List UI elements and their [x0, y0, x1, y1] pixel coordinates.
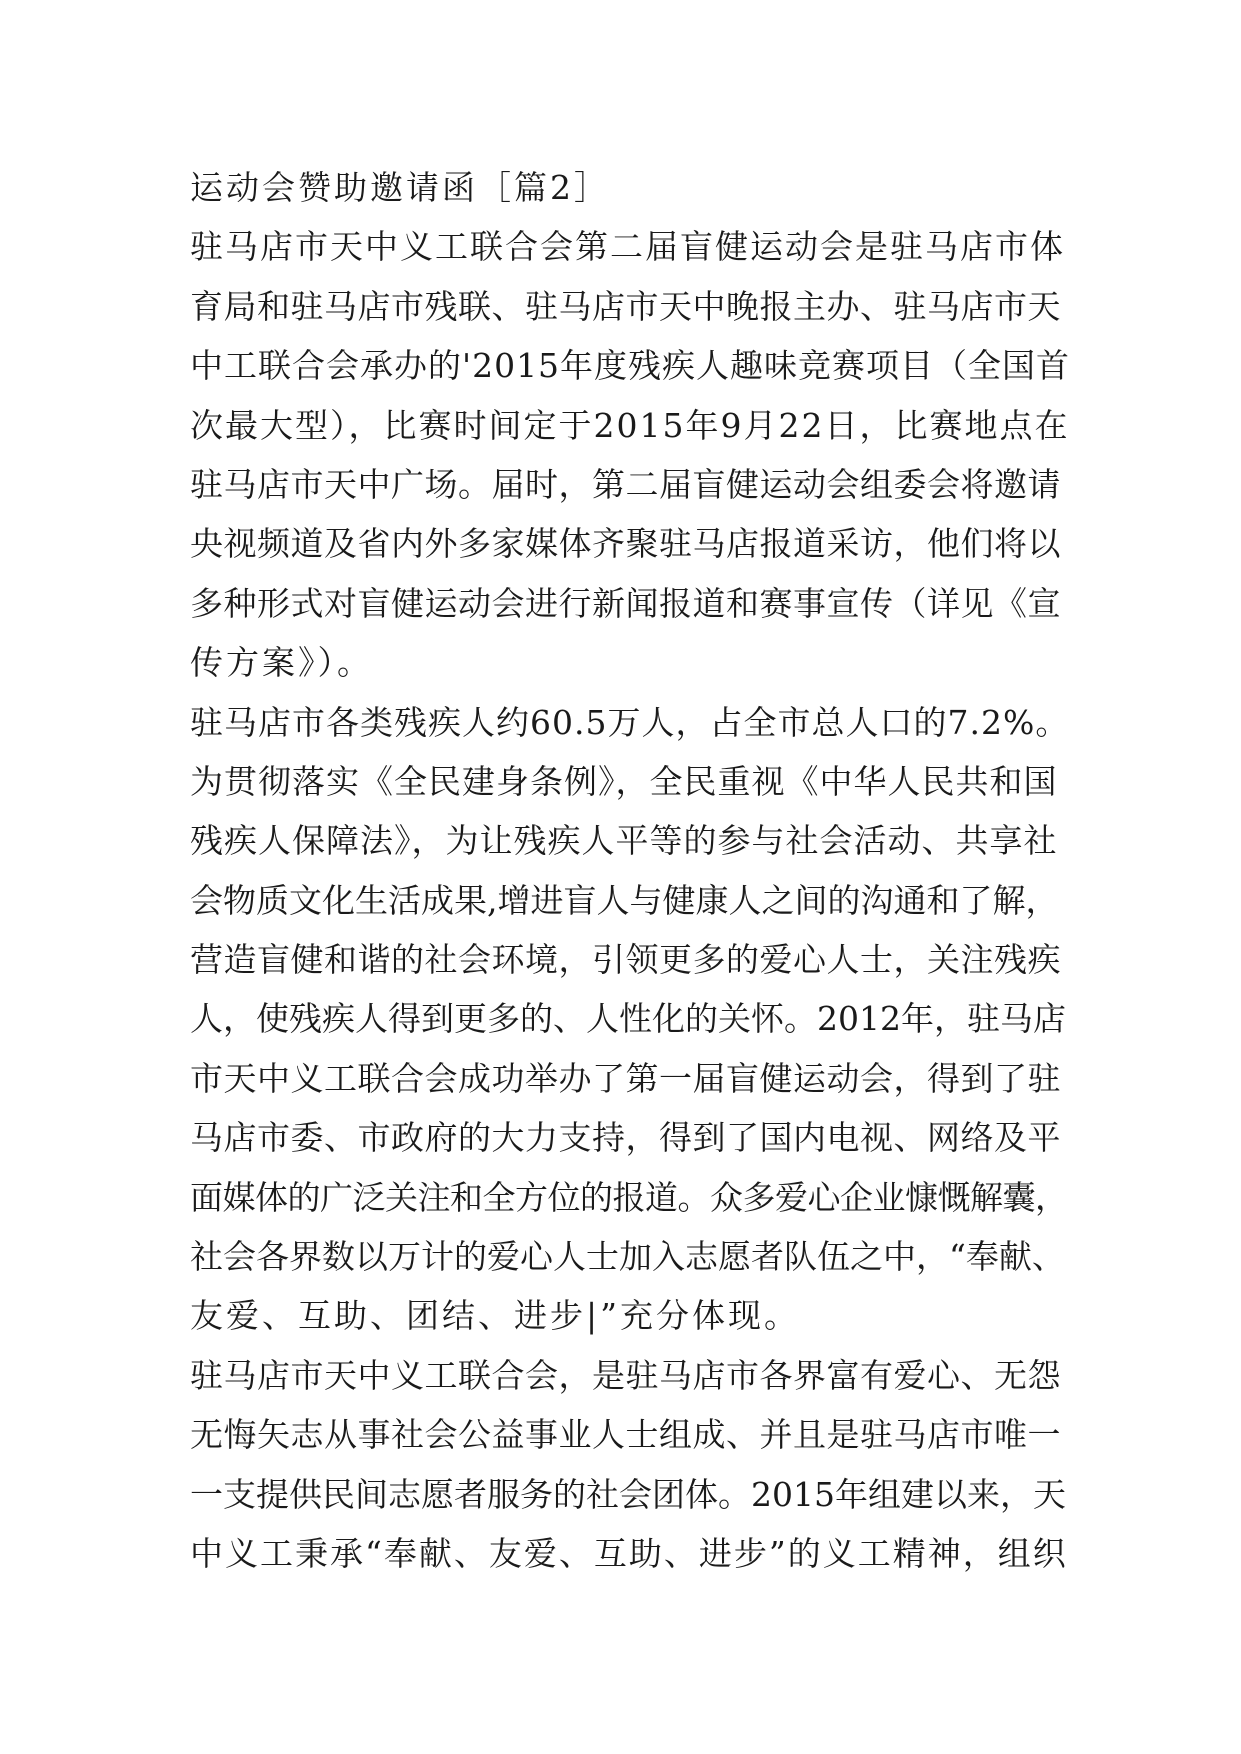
text-line: 友爱、互助、团结、进步|”充分体现。 [190, 1296, 800, 1336]
text-line: 营造盲健和谐的社会环境，引领更多的爱心人士，关注残疾 [190, 940, 1061, 980]
text-line: 驻马店市天中义工联合会第二届盲健运动会是驻马店市体 [190, 227, 1065, 267]
text-line: 驻马店市天中广场。届时，第二届盲健运动会组委会将邀请 [190, 464, 1061, 504]
text-line: 无悔矢志从事社会公益事业人士组成、并且是驻马店市唯一 [190, 1415, 1061, 1455]
text-line: 一支提供民间志愿者服务的社会团体。2015年组建以来，天 [190, 1474, 1066, 1514]
text-line: 驻马店市天中义工联合会，是驻马店市各界富有爱心、无怨 [190, 1355, 1061, 1395]
text-line: 面媒体的广泛关注和全方位的报道。众多爱心企业慷慨解囊， [190, 1177, 1068, 1217]
text-line: 为贯彻落实《全民建身条例》，全民重视《中华人民共和国 [190, 761, 1058, 801]
text-line: 次最大型），比赛时间定于2015年9月22日，比赛地点在 [190, 405, 1070, 445]
text-line: 中工联合会承办的'2015年度残疾人趣味竞赛项目（全国首 [190, 346, 1071, 386]
text-line: 育局和驻马店市残联、驻马店市天中晚报主办、驻马店市天 [190, 286, 1061, 326]
text-line: 残疾人保障法》，为让残疾人平等的参与社会活动、共享社 [190, 821, 1058, 861]
text-line: 驻马店市各类残疾人约60.5万人，占全市总人口的7.2%。 [190, 702, 1070, 742]
text-line: 马店市委、市政府的大力支持，得到了国内电视、网络及平 [190, 1118, 1061, 1158]
text-line: 多种形式对盲健运动会进行新闻报道和赛事宣传（详见《宣 [190, 583, 1061, 623]
text-line: 传方案》）。 [190, 643, 373, 683]
text-line: 社会各界数以万计的爱心人士加入志愿者队伍之中，“奉献、 [190, 1237, 1065, 1277]
text-line: 中义工秉承“奉献、友爱、互助、进步”的义工精神，组织 [190, 1533, 1068, 1573]
text-line: 人，使残疾人得到更多的、人性化的关怀。2012年，驻马店 [190, 999, 1066, 1039]
document-body [190, 158, 1070, 1583]
text-line: 会物质文化生活成果,增进盲人与健康人之间的沟通和了解， [190, 880, 1059, 920]
text-line: 市天中义工联合会成功举办了第一届盲健运动会，得到了驻 [190, 1058, 1061, 1098]
text-line: 央视频道及省内外多家媒体齐聚驻马店报道采访，他们将以 [190, 524, 1061, 564]
document-title: 运动会赞助邀请函［篇2］ [190, 168, 610, 207]
